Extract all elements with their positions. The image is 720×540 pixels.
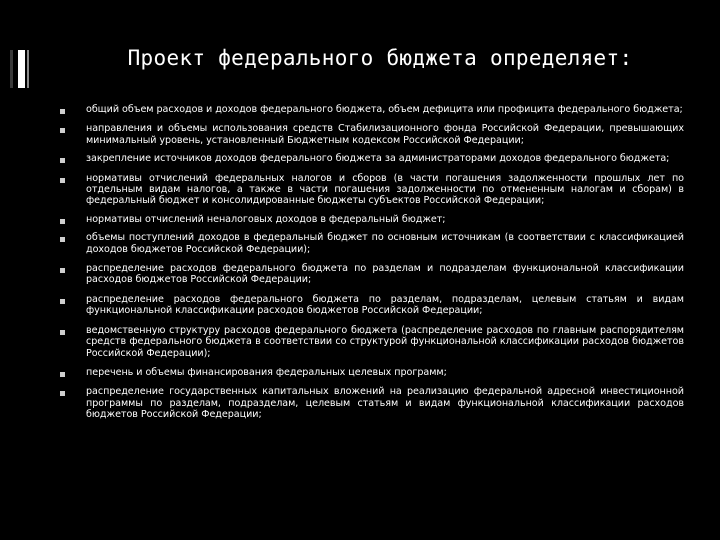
list-item-text: распределение расходов федерального бюджета по разделам и подразделам функциональной классификации расходов бюджетов Российской Федерации; [86,263,684,286]
bullet-icon [60,268,65,273]
list-item-text: ведомственную структуру расходов федерального бюджета (распределение расходов по главным распорядителям средств федерального бюджета в соответствии со структурой функциональной классификации расходов бюджетов Российской Федерации); [86,324,684,359]
bullet-icon [60,391,65,396]
bullet-icon [60,299,65,304]
bullet-icon [60,372,65,377]
list-item [60,263,684,286]
bullet-icon [60,158,65,163]
list-item [60,123,684,146]
list-item [60,367,684,378]
list-item [60,153,684,164]
bullet-icon [60,178,65,183]
list-item-text: распределение государственных капитальных вложений на реализацию федеральной адресной инвестиционной программы по разделам, подразделам, целевым статьям и видам функциональной классификации расходов бюджетов Российской Федерации; [86,386,684,421]
list-item-text: направления и объемы использования средств Стабилизационного фонда Российской Федерации, превышающих минимальный уровень, установленный Бюджетным кодексом Российской Федерации; [86,123,684,146]
list-item [60,214,684,225]
list-item [60,294,684,317]
list-item [60,173,684,207]
list-item-text: объемы поступлений доходов в федеральный бюджет по основным источникам (в соответствии с классификацией доходов бюджетов Российской Федерации); [86,232,684,255]
list-item-text: общий объем расходов и доходов федерального бюджета, объем дефицита или профицита федерального бюджета; [86,104,683,115]
bullet-icon [60,109,65,114]
list-item [60,232,684,255]
list-item-text: распределение расходов федерального бюджета по разделам, подразделам, целевым статьям и видам функциональной классификации расходов бюджетов Российской Федерации; [86,293,684,317]
list-item-text: закрепление источников доходов федерального бюджета за администраторами доходов федерального бюджета; [86,153,670,165]
list-item [60,386,684,420]
bullet-list [60,104,684,421]
bullet-icon [60,237,65,242]
bullet-icon [60,219,65,224]
bullet-icon [60,330,65,335]
bullet-icon [60,128,65,133]
list-item-text: перечень и объемы финансирования федеральных целевых программ; [86,366,447,378]
list-item [60,104,684,115]
list-item-text: нормативы отчислений федеральных налогов и сборов (в части погашения задолженности прошлых лет по отдельным видам налогов, а также в части погашения задолженности по отмененным налогам и сборам) в федеральный бюджет и консолидированные бюджеты субъектов Российской Федерации; [86,172,684,207]
list-item-text: нормативы отчислений неналоговых доходов в федеральный бюджет; [86,213,446,225]
list-item [60,325,684,359]
slide-title: Проект федерального бюджета определяет: [127,46,633,70]
